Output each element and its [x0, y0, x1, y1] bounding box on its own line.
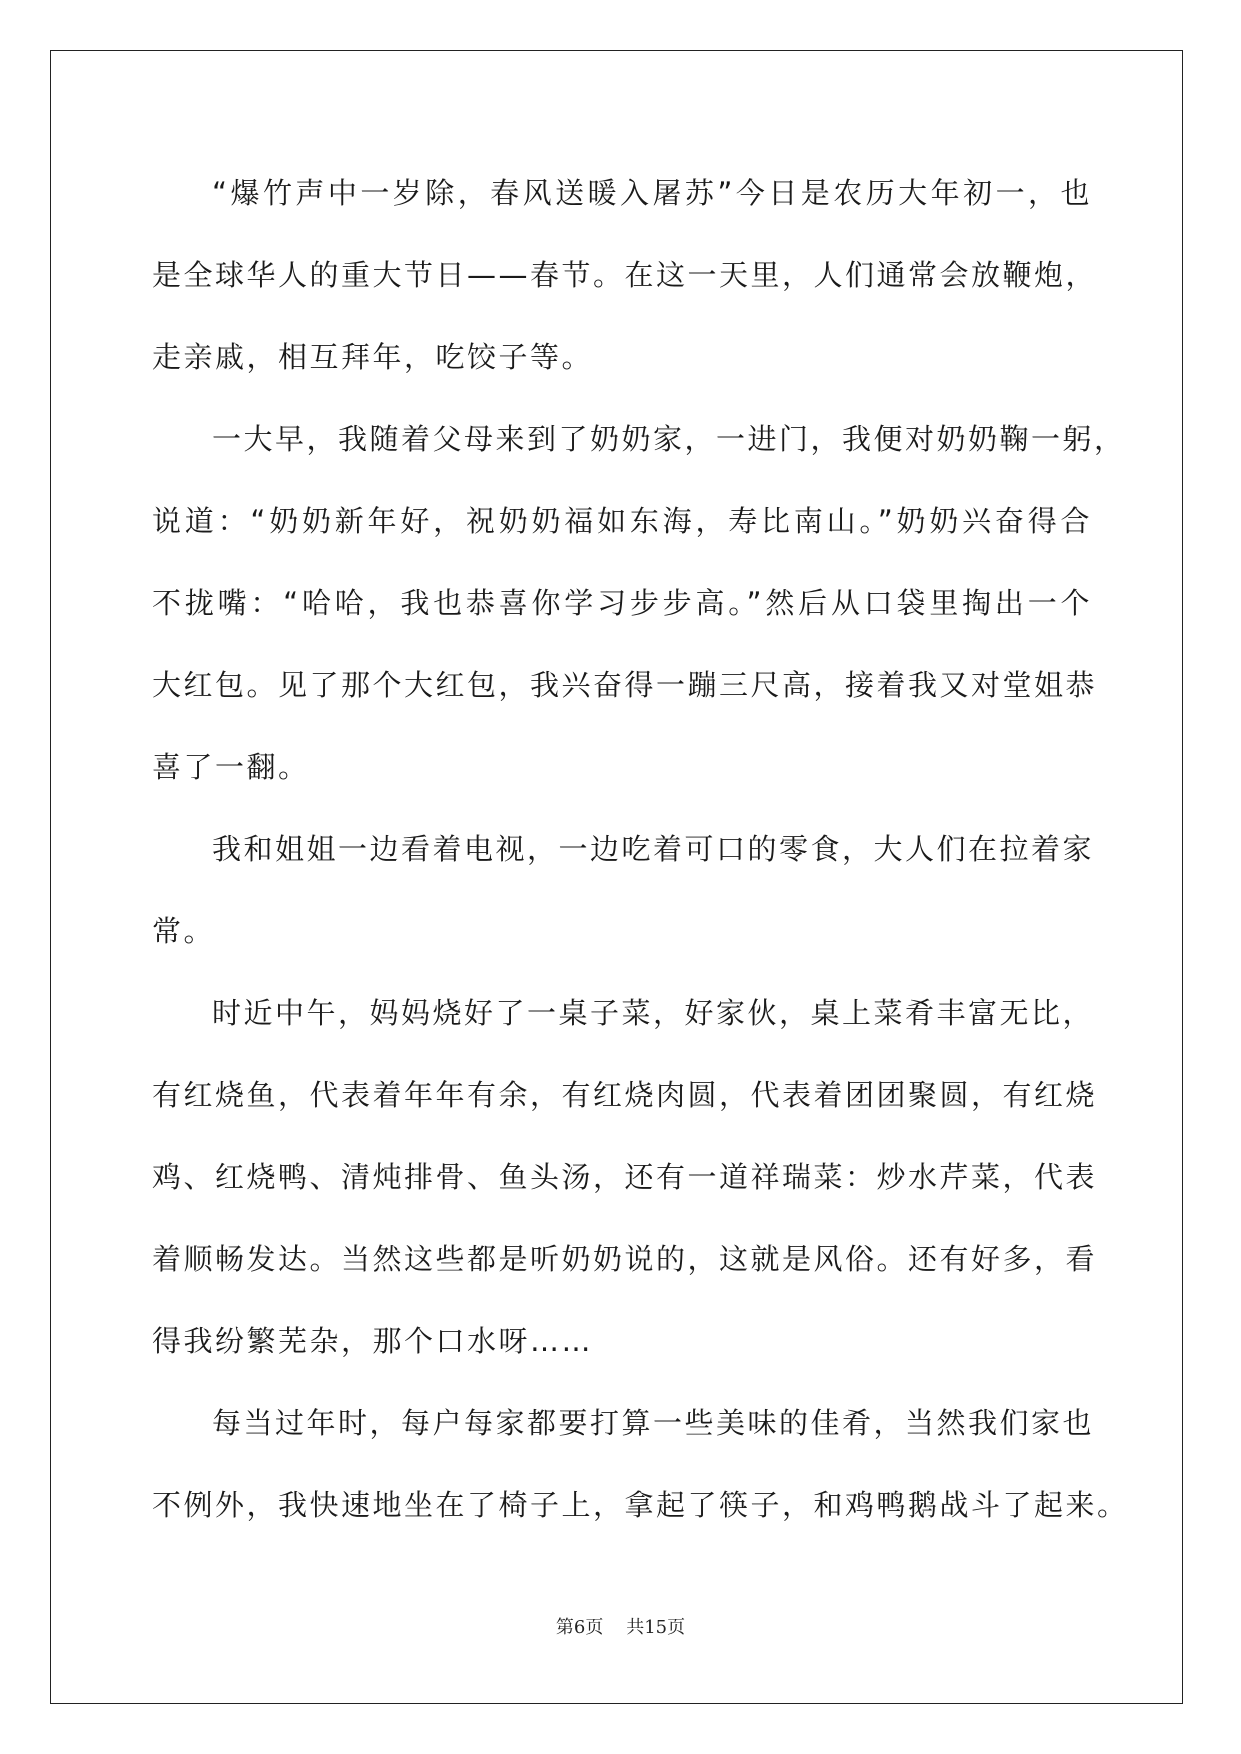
text-line: 时近中午，妈妈烧好了一桌子菜，好家伙，桌上菜肴丰富无比，: [212, 996, 1095, 1030]
text-line: 每当过年时，每户每家都要打算一些美味的佳肴，当然我们家也: [212, 1406, 1095, 1440]
document-body: [152, 160, 1129, 1554]
text-line: 走亲戚，相互拜年，吃饺子等。: [152, 340, 594, 374]
text-line: 着顺畅发达。当然这些都是听奶奶说的，这就是风俗。还有好多，看: [152, 1242, 1098, 1276]
text-line: 一大早，我随着父母来到了奶奶家，一进门，我便对奶奶鞠一躬，: [212, 422, 1126, 456]
total-pages: 共15页: [626, 1617, 686, 1638]
text-line: 鸡、红烧鸭、清炖排骨、鱼头汤，还有一道祥瑞菜：炒水芹菜，代表: [152, 1160, 1098, 1194]
text-line: 不拢嘴：“哈哈，我也恭喜你学习步步高。”然后从口袋里掏出一个: [152, 586, 1092, 620]
text-line: “爆竹声中一岁除，春风送暖入屠苏”今日是农历大年初一，也: [212, 176, 1092, 210]
text-line: 说道：“奶奶新年好，祝奶奶福如东海，寿比南山。”奶奶兴奋得合: [152, 504, 1092, 538]
text-line: 常。: [152, 914, 216, 948]
text-line: 我和姐姐一边看着电视，一边吃着可口的零食，大人们在拉着家: [212, 832, 1095, 866]
text-line: 不例外，我快速地坐在了椅子上，拿起了筷子，和鸡鸭鹅战斗了起来。: [152, 1488, 1129, 1522]
page-footer: [0, 1613, 1241, 1639]
text-line: 有红烧鱼，代表着年年有余，有红烧肉圆，代表着团团聚圆，有红烧: [152, 1078, 1098, 1112]
text-line: 大红包。见了那个大红包，我兴奋得一蹦三尺高，接着我又对堂姐恭: [152, 668, 1098, 702]
text-line: 喜了一翻。: [152, 750, 310, 784]
text-line: 是全球华人的重大节日——春节。在这一天里，人们通常会放鞭炮，: [152, 258, 1098, 292]
page-number: 第6页: [555, 1617, 604, 1638]
text-line: 得我纷繁芜杂，那个口水呀……: [152, 1324, 594, 1358]
